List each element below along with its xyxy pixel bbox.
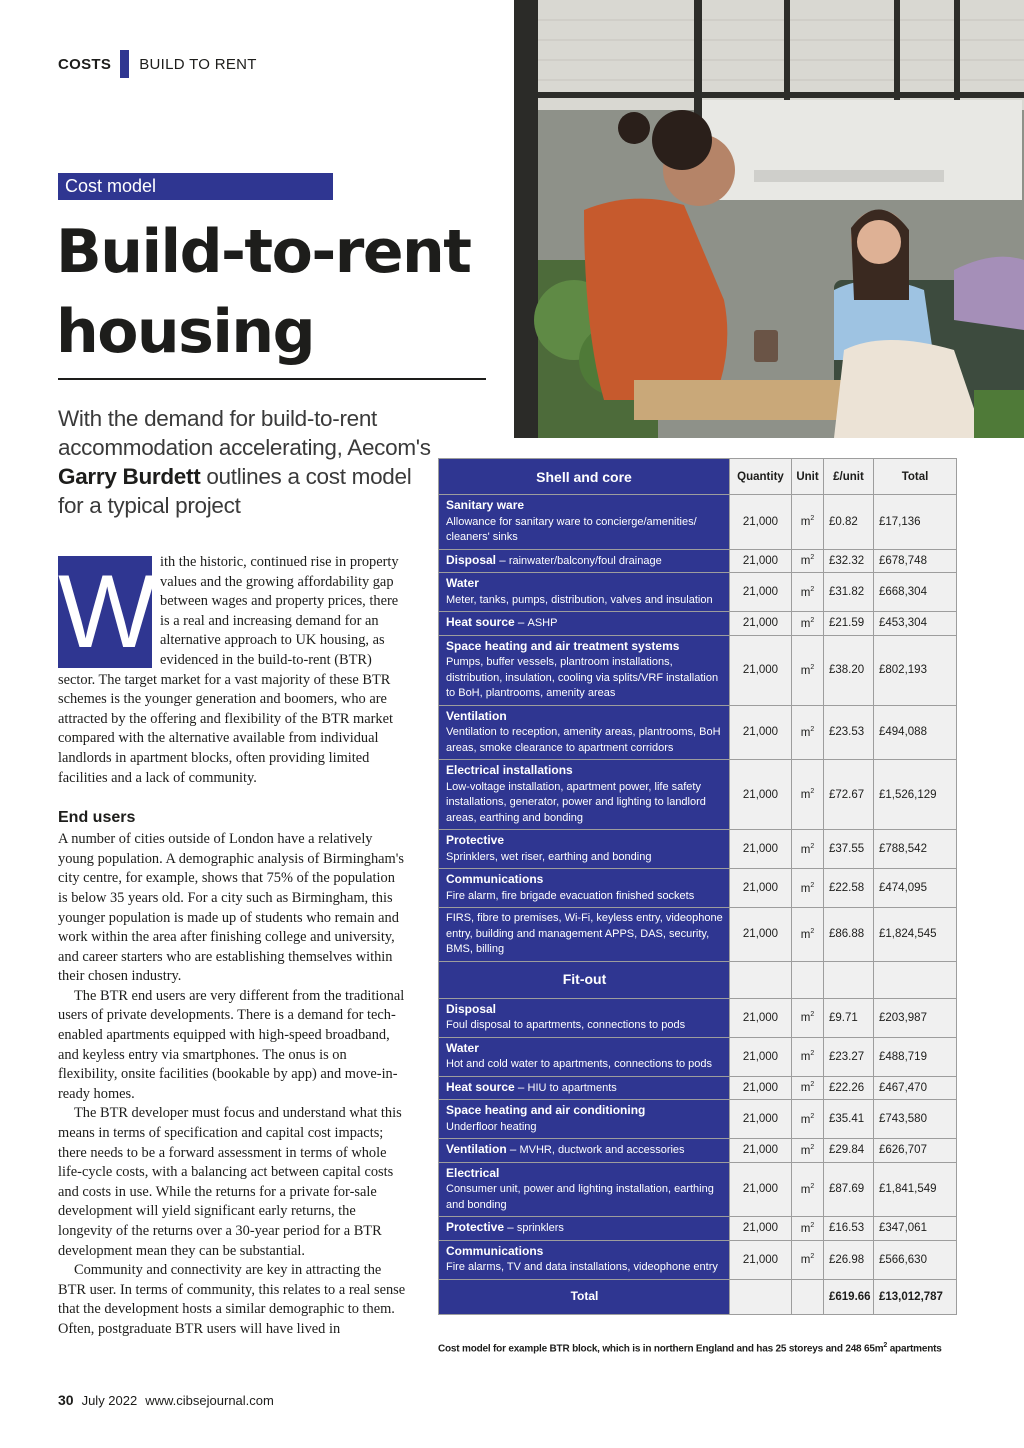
item-name: Water: [446, 576, 479, 590]
item-cell: [439, 1139, 730, 1163]
unit-cell: [792, 495, 824, 550]
unit-text: m: [800, 726, 811, 739]
unit-sup: 2: [810, 663, 815, 671]
unit-sup: 2: [810, 1112, 815, 1120]
table-row: [439, 1100, 957, 1139]
unit-sup: 2: [810, 1081, 815, 1089]
unit-cell: [792, 1100, 824, 1139]
paragraph: Community and connectivity are key in attracting the BTR user. In terms of community, this relates to a real sense that the development hosts a similar demographic to them. Often, postgraduate BTR users will have lived in: [58, 1262, 406, 1337]
paragraph: The BTR developer must focus and understand what this means in terms of specification and capital cost impacts; there needs to be a forward assessment in terms of whole life-cycle costs, with a balancing act between capital costs and costs in use. While the returns for a private for-sale development will yield significant early returns, the longevity of the returns over a 30-year period for a BTR development mean they can be substantial.: [58, 1105, 402, 1259]
item-cell: [439, 549, 730, 573]
quantity-cell: 21,000: [730, 495, 792, 550]
caption-text-end: apartments: [887, 1343, 942, 1355]
item-description: Hot and cold water to apartments, connections to pods: [446, 1058, 712, 1070]
total-cell: £467,470: [874, 1076, 957, 1100]
unit-text: m: [800, 586, 811, 599]
caption-sup: 2: [883, 1342, 888, 1349]
total-cell: £802,193: [874, 635, 957, 705]
item-name: Electrical: [446, 1165, 500, 1180]
unit-text: m: [800, 1222, 811, 1235]
standfirst-text-end: outlines a cost model for a typical project: [58, 464, 412, 518]
rate-cell: £23.27: [824, 1037, 874, 1076]
item-description: HIU to apartments: [527, 1081, 617, 1094]
unit-text: m: [800, 1011, 811, 1024]
total-cell: £494,088: [874, 705, 957, 760]
item-separator: –: [496, 554, 509, 567]
unit-sup: 2: [810, 1253, 815, 1261]
item-name: Protective: [446, 833, 505, 847]
title-line-2: housing: [56, 297, 315, 367]
unit-sup: 2: [810, 1221, 815, 1229]
quantity-cell: 21,000: [730, 869, 792, 908]
item-name: Heat source: [446, 1079, 515, 1094]
unit-cell: [792, 830, 824, 869]
issue-date: July 2022: [81, 1393, 138, 1408]
total-cell: £453,304: [874, 612, 957, 636]
quantity-cell: 21,000: [730, 573, 792, 612]
unit-cell: [792, 1217, 824, 1241]
unit-sup: 2: [810, 554, 815, 562]
unit-sup: 2: [810, 725, 815, 733]
quantity-cell: 21,000: [730, 760, 792, 830]
page-footer: [58, 1392, 274, 1408]
unit-cell: [792, 1037, 824, 1076]
unit-sup: 2: [810, 616, 815, 624]
item-separator: –: [514, 617, 528, 629]
quantity-cell: 21,000: [730, 1037, 792, 1076]
hero-photo: [514, 0, 1024, 438]
item-cell: [439, 830, 730, 869]
unit-sup: 2: [810, 585, 815, 593]
unit-cell: [792, 1139, 824, 1163]
total-rate: £619.66: [824, 1279, 874, 1314]
rate-cell: £22.58: [824, 869, 874, 908]
unit-cell: [792, 908, 824, 962]
total-cell: £788,542: [874, 830, 957, 869]
rate-cell: £0.82: [824, 495, 874, 550]
standfirst: [58, 404, 438, 520]
item-description: Ventilation to reception, amenity areas, plantrooms, BoH areas, smoke clearance to apartment corridors: [446, 726, 721, 754]
caption-text: Cost model for example BTR block, which is in northern England and has 25 storeys and 248 65m: [438, 1343, 884, 1355]
item-description: Consumer unit, power and lighting installation, earthing and bonding: [446, 1183, 714, 1211]
total-cell: £626,707: [874, 1139, 957, 1163]
item-description: Pumps, buffer vessels, plantroom installations, distribution, insulation, cooling via splits/VRF installation to BoH, plantrooms, amenity areas: [446, 656, 719, 699]
table-row: [439, 1139, 957, 1163]
table-header-row: [439, 459, 957, 495]
item-name: Heat source: [446, 615, 515, 629]
unit-sup: 2: [810, 515, 815, 523]
total-row: [439, 1279, 957, 1314]
unit-cell: [792, 1162, 824, 1217]
header-rate: £/unit: [824, 459, 874, 495]
header-total: Total: [874, 459, 957, 495]
rate-cell: £23.53: [824, 705, 874, 760]
item-cell: [439, 760, 730, 830]
rate-cell: £87.69: [824, 1162, 874, 1217]
subheading-end-users: End users: [58, 809, 136, 827]
table-row: [439, 635, 957, 705]
item-cell: [439, 573, 730, 612]
item-name: Communications: [446, 872, 544, 886]
item-description: Underfloor heating: [446, 1120, 537, 1133]
website-url: www.cibsejournal.com: [145, 1393, 274, 1408]
item-separator: –: [506, 1144, 520, 1156]
item-separator: –: [514, 1081, 528, 1094]
unit-text: m: [800, 788, 811, 801]
quantity-cell: 21,000: [730, 998, 792, 1037]
unit-text: m: [800, 555, 811, 568]
quantity-cell: 21,000: [730, 635, 792, 705]
table-row: [439, 1217, 957, 1241]
total-cell: £566,630: [874, 1240, 957, 1279]
item-description: Meter, tanks, pumps, distribution, valves and insulation: [446, 593, 713, 606]
table-row: [439, 760, 957, 830]
table-row: [439, 830, 957, 869]
rate-cell: £72.67: [824, 760, 874, 830]
fitout-rows: [439, 998, 957, 1279]
rate-cell: £35.41: [824, 1100, 874, 1139]
unit-text: m: [800, 1082, 811, 1095]
shell-core-rows: [439, 495, 957, 962]
unit-cell: [792, 635, 824, 705]
category-tag: Cost model: [58, 173, 333, 200]
table-row: [439, 869, 957, 908]
unit-cell: [792, 573, 824, 612]
item-cell: [439, 1240, 730, 1279]
item-description: Low-voltage installation, apartment power, life safety installations, generator, power and lighting to landlord areas, earthing and bonding: [446, 780, 706, 824]
total-cell: £488,719: [874, 1037, 957, 1076]
unit-cell: [792, 1076, 824, 1100]
unit-cell: [792, 1240, 824, 1279]
unit-sup: 2: [810, 1050, 815, 1058]
unit-text: m: [800, 516, 811, 529]
item-cell: [439, 705, 730, 760]
item-cell: [439, 495, 730, 550]
table-row: [439, 495, 957, 550]
cost-model-table: [438, 458, 957, 1315]
section-label: COSTS: [58, 55, 112, 73]
title-rule: [58, 378, 486, 380]
unit-text: m: [800, 1050, 811, 1063]
quantity-cell: 21,000: [730, 830, 792, 869]
unit-text: m: [800, 928, 811, 941]
unit-sup: 2: [810, 788, 815, 796]
total-cell: £743,580: [874, 1100, 957, 1139]
item-name: Protective: [446, 1220, 505, 1234]
standfirst-text: With the demand for build-to-rent accommodation accelerating, Aecom's: [58, 406, 431, 460]
section-divider: [120, 50, 129, 78]
table-row: [439, 908, 957, 962]
unit-text: m: [800, 843, 811, 856]
table-row: [439, 612, 957, 636]
quantity-cell: 21,000: [730, 1100, 792, 1139]
item-cell: [439, 1162, 730, 1217]
unit-sup: 2: [810, 1011, 815, 1019]
total-label: Total: [439, 1279, 730, 1314]
page-number: 30: [58, 1392, 74, 1408]
total-cell: £668,304: [874, 573, 957, 612]
table-row: [439, 998, 957, 1037]
table-row: [439, 705, 957, 760]
unit-cell: [792, 705, 824, 760]
drop-cap: W: [58, 554, 157, 670]
item-description: Sprinklers, wet riser, earthing and bonding: [446, 850, 652, 863]
quantity-cell: 21,000: [730, 612, 792, 636]
item-name: Ventilation: [446, 1142, 507, 1156]
unit-sup: 2: [810, 927, 815, 935]
table-row: [439, 549, 957, 573]
item-name: Disposal: [446, 1001, 497, 1016]
item-description: Allowance for sanitary ware to concierge/amenities/ cleaners' sinks: [446, 515, 697, 543]
paragraph-intro: ith the historic, continued rise in property values and the growing affordability gap between wages and property prices, there is a real and increasing demand for an alternative approach to UK housing, as evidenced in the build-to-rent (BTR) sector. The target market for a vast majority of these BTR schemes is the younger generation and boomers, who are attracted by the offering and flexibility of the BTR market compared with the alternative available from individual landlords in apartment blocks, often providing limited facilities and a lack of community.: [58, 554, 399, 786]
item-cell: [439, 869, 730, 908]
fitout-section: [439, 961, 957, 998]
item-description: MVHR, ductwork and accessories: [519, 1144, 685, 1156]
rate-cell: £38.20: [824, 635, 874, 705]
item-description: Foul disposal to apartments, connections to pods: [446, 1019, 686, 1031]
fitout-header-row: [439, 961, 957, 998]
paragraph: The BTR end users are very different from the traditional users of private developments. There is a demand for tech-enabled apartments equipped with high-speed broadband, and keyless entry via smartphones. The onus is on flexibility, onsite facilities (bookable by app) and move-in-ready homes.: [58, 987, 405, 1102]
rate-cell: £16.53: [824, 1217, 874, 1241]
total-cell: £474,095: [874, 869, 957, 908]
item-description: Fire alarms, TV and data installations, videophone entry: [446, 1261, 718, 1273]
table-row: [439, 1037, 957, 1076]
rate-cell: £37.55: [824, 830, 874, 869]
quantity-cell: 21,000: [730, 908, 792, 962]
quantity-cell: 21,000: [730, 1076, 792, 1100]
unit-sup: 2: [810, 1182, 815, 1190]
unit-text: m: [800, 664, 811, 677]
item-name: Sanitary ware: [446, 498, 525, 512]
item-cell: [439, 612, 730, 636]
subsection-label: BUILD TO RENT: [139, 55, 257, 73]
item-description: Fire alarm, fire brigade evacuation finished sockets: [446, 889, 695, 902]
rate-cell: £22.26: [824, 1076, 874, 1100]
item-description: rainwater/balcony/foul drainage: [508, 554, 662, 567]
item-cell: [439, 1100, 730, 1139]
item-cell: [439, 1217, 730, 1241]
article-title: [56, 212, 470, 372]
item-name: Communications: [446, 1243, 544, 1258]
rate-cell: £9.71: [824, 998, 874, 1037]
item-cell: [439, 635, 730, 705]
total-cell: £347,061: [874, 1217, 957, 1241]
item-cell: [439, 908, 730, 962]
rate-cell: £86.88: [824, 908, 874, 962]
item-description: ASHP: [527, 617, 558, 629]
item-name: Disposal: [446, 552, 497, 567]
total-cell: £1,841,549: [874, 1162, 957, 1217]
item-cell: [439, 1076, 730, 1100]
unit-cell: [792, 869, 824, 908]
total-cell: £1,526,129: [874, 760, 957, 830]
item-name: Space heating and air treatment systems: [446, 638, 680, 653]
header-shell-core: Shell and core: [439, 459, 730, 495]
unit-cell: [792, 760, 824, 830]
item-cell: [439, 998, 730, 1037]
rate-cell: £32.32: [824, 549, 874, 573]
unit-cell: [792, 998, 824, 1037]
item-description: sprinklers: [516, 1222, 564, 1234]
unit-sup: 2: [810, 881, 815, 889]
article-body: [58, 553, 408, 1340]
item-name: Electrical installations: [446, 763, 573, 777]
table-row: [439, 1240, 957, 1279]
unit-text: m: [800, 1253, 811, 1266]
rate-cell: £29.84: [824, 1139, 874, 1163]
header-unit: Unit: [792, 459, 824, 495]
item-separator: –: [504, 1222, 517, 1234]
quantity-cell: 21,000: [730, 1217, 792, 1241]
title-line-1: Build-to-rent: [56, 217, 471, 287]
total-value: £13,012,787: [874, 1279, 957, 1314]
table-caption: [438, 1342, 998, 1354]
table-row: [439, 1076, 957, 1100]
unit-text: m: [800, 882, 811, 895]
quantity-cell: 21,000: [730, 705, 792, 760]
item-name: Space heating and air conditioning: [446, 1103, 646, 1117]
item-name: Ventilation: [446, 708, 507, 723]
header-quantity: Quantity: [730, 459, 792, 495]
section-header: [58, 50, 257, 78]
unit-cell: [792, 612, 824, 636]
unit-text: m: [800, 1113, 811, 1126]
quantity-cell: 21,000: [730, 1240, 792, 1279]
total-cell: £203,987: [874, 998, 957, 1037]
unit-sup: 2: [810, 842, 815, 850]
rate-cell: £26.98: [824, 1240, 874, 1279]
quantity-cell: 21,000: [730, 1162, 792, 1217]
rate-cell: £31.82: [824, 573, 874, 612]
table-row: [439, 573, 957, 612]
unit-sup: 2: [810, 1143, 815, 1151]
table-row: [439, 1162, 957, 1217]
total-cell: £17,136: [874, 495, 957, 550]
unit-text: m: [800, 617, 811, 630]
paragraph: A number of cities outside of London have a relatively young population. A demographic analysis of Birmingham's city centre, for example, shows that 75% of the population is below 35 years old. For a city such as Birmingham, this younger population is made up of students who remain and work within the area after finishing college and university, and career starters who are establishing themselves within their chosen industry.: [58, 831, 404, 985]
unit-text: m: [800, 1183, 811, 1196]
unit-text: m: [800, 1144, 811, 1157]
total-cell: £678,748: [874, 549, 957, 573]
item-description: FIRS, fibre to premises, Wi-Fi, keyless entry, videophone entry, building and management APPS, DAS, security, BMS, billing: [446, 912, 723, 955]
rate-cell: £21.59: [824, 612, 874, 636]
item-name: Water: [446, 1040, 479, 1055]
total-cell: £1,824,545: [874, 908, 957, 962]
unit-cell: [792, 549, 824, 573]
item-cell: [439, 1037, 730, 1076]
quantity-cell: 21,000: [730, 549, 792, 573]
author-name: Garry Burdett: [58, 464, 201, 489]
fitout-label: Fit-out: [439, 961, 730, 998]
quantity-cell: 21,000: [730, 1139, 792, 1163]
